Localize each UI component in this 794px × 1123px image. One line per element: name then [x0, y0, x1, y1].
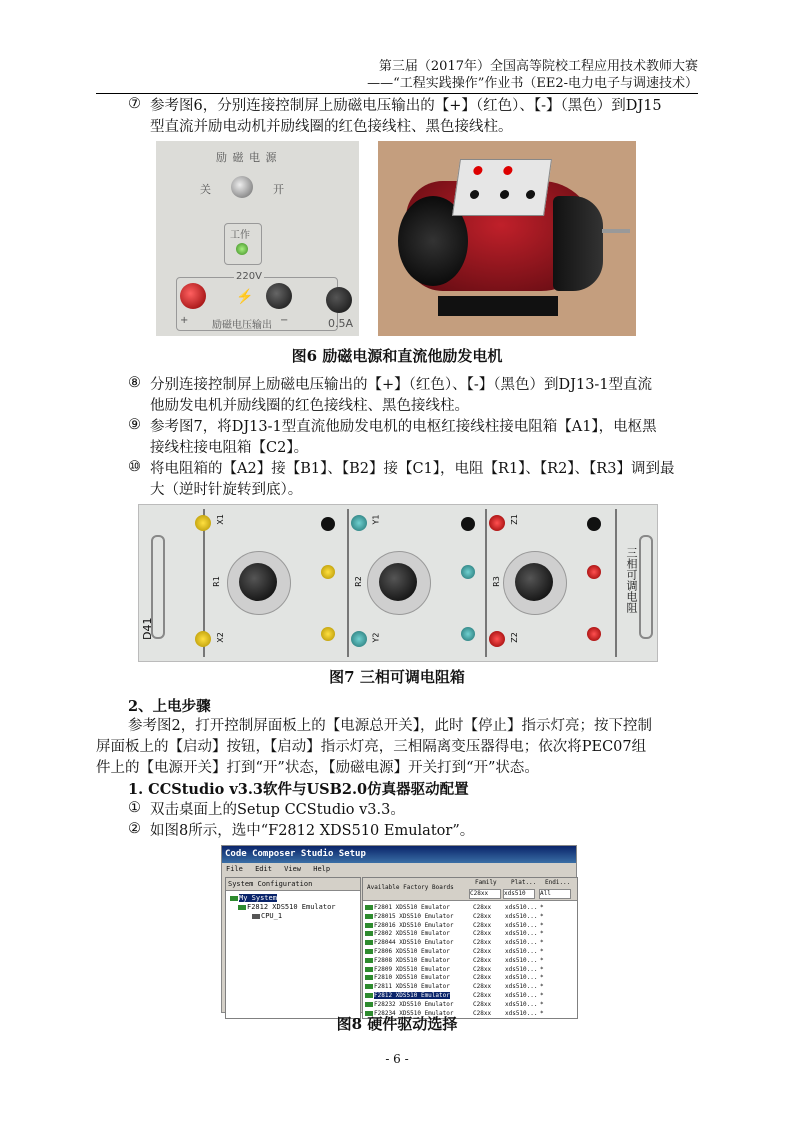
- knob-r2: [379, 563, 417, 601]
- col-endi: Endi...: [545, 879, 571, 886]
- board-plat: xds510...: [505, 1000, 538, 1008]
- board-name: F28044 XDS510 Emulator: [374, 939, 454, 947]
- board-name: F2801 XDS510 Emulator: [374, 904, 450, 911]
- knob-r3: [515, 563, 553, 601]
- knob-r1: [239, 563, 277, 601]
- resistor-box-image: [138, 504, 658, 662]
- terminal-box: [452, 159, 552, 216]
- boards-header-label: Available Factory Boards: [367, 884, 454, 891]
- label-y1: Y1: [371, 514, 381, 525]
- board-endi: *: [540, 948, 544, 955]
- board-family: C28xx: [473, 974, 492, 982]
- step-7-line-1: 参考图6，分别连接控制屏上励磁电压输出的【+】（红色）、【-】（黑色）到DJ15: [150, 98, 662, 114]
- terminal-y2: [351, 631, 367, 647]
- board-plat: xds510...: [505, 912, 538, 920]
- right-handle: [639, 535, 653, 639]
- fuse-holder: [326, 287, 352, 313]
- board-row[interactable]: [365, 1000, 544, 1009]
- section-2-title: 2、上电步骤: [128, 698, 211, 715]
- step-9-line-1: 参考图7，将DJ13-1型直流他励发电机的电枢红接线柱接电阻箱【A1】，电枢黑: [150, 419, 657, 435]
- board-plat: xds510...: [505, 1009, 538, 1017]
- label-z2: Z2: [509, 632, 519, 643]
- board-endi: *: [540, 921, 544, 929]
- work-label: 工作: [230, 230, 250, 241]
- label-r2: R2: [353, 576, 363, 587]
- board-row[interactable]: [365, 947, 544, 956]
- col-plat: Plat...: [511, 879, 537, 886]
- board-endi: *: [540, 965, 544, 973]
- board-icon: [365, 993, 373, 998]
- emulator-icon: [238, 905, 246, 910]
- minus-label: −: [280, 315, 289, 326]
- board-icon: [365, 949, 373, 954]
- filter-family[interactable]: C28xx: [469, 889, 501, 899]
- terminal-z2: [489, 631, 505, 647]
- label-x1: X1: [215, 514, 225, 525]
- board-family: C28xx: [473, 1009, 492, 1017]
- menu-edit[interactable]: Edit: [255, 865, 272, 873]
- panel-on-label: 开: [273, 183, 284, 196]
- tree-child[interactable]: F2812 XDS510 Emulator: [247, 903, 336, 911]
- ccs-section-title: 1. CCStudio v3.3软件与USB2.0仿真器驱动配置: [128, 781, 469, 798]
- figure-8-caption: 图8 硬件驱动选择: [336, 1015, 458, 1033]
- board-icon: [365, 905, 373, 910]
- board-family: C28xx: [473, 965, 492, 973]
- label-x2: X2: [215, 632, 225, 643]
- board-icon: [365, 1002, 373, 1007]
- col-family: Family: [475, 879, 497, 886]
- board-family: C28xx: [473, 921, 492, 929]
- generator-shaft: [602, 229, 630, 233]
- board-endi: *: [540, 992, 544, 999]
- step-8-line-2: 他励发电机并励线圈的红色接线柱、黑色接线柱。: [150, 398, 469, 414]
- board-endi: *: [540, 1000, 544, 1008]
- figure-6-caption: 图6 励磁电源和直流他励发电机: [291, 347, 503, 365]
- board-name: F2802 XDS510 Emulator: [374, 930, 450, 938]
- board-name: F28234 XDS510 Emulator: [374, 1009, 454, 1017]
- board-family: C28xx: [473, 904, 492, 911]
- board-icon: [365, 914, 373, 919]
- board-family: C28xx: [473, 956, 492, 964]
- system-configuration-header: System Configuration: [226, 878, 360, 891]
- board-plat: xds510...: [505, 930, 538, 938]
- header-line-1: 第三届（2017年）全国高等院校工程应用技术教师大赛: [378, 59, 698, 74]
- step-9-number: ⑨: [128, 417, 141, 433]
- board-endi: *: [540, 930, 544, 938]
- board-plat: xds510...: [505, 965, 538, 973]
- label-y2: Y2: [371, 632, 381, 643]
- board-row[interactable]: [365, 929, 544, 938]
- board-row[interactable]: [365, 991, 544, 1000]
- step-10-number: ⑩: [128, 459, 141, 475]
- board-name: F2810 XDS510 Emulator: [374, 974, 450, 982]
- board-icon: [365, 975, 373, 980]
- ccs-setup-window: [221, 845, 577, 1017]
- board-name: F28232 XDS510 Emulator: [374, 1000, 454, 1008]
- ccs-item-2: 如图8所示，选中“F2812 XDS510 Emulator”。: [150, 823, 475, 839]
- board-family: C28xx: [473, 948, 492, 955]
- tree-leaf[interactable]: CPU_1: [261, 912, 283, 920]
- board-icon: [365, 958, 373, 963]
- board-family: C28xx: [473, 939, 492, 947]
- board-plat: xds510...: [505, 974, 538, 982]
- panel-off-label: 关: [200, 183, 211, 196]
- board-endi: *: [540, 956, 544, 964]
- board-name: F2809 XDS510 Emulator: [374, 965, 450, 973]
- board-icon: [365, 931, 373, 936]
- lightning-icon: ⚡: [236, 289, 254, 305]
- step-8-line-1: 分别连接控制屏上励磁电压输出的【+】（红色）、【-】（黑色）到DJ13-1型直流: [150, 377, 653, 393]
- terminal-z1: [489, 515, 505, 531]
- red-terminal: [180, 283, 206, 309]
- board-plat: xds510...: [505, 956, 538, 964]
- work-lamp: [236, 243, 248, 255]
- label-r1: R1: [211, 576, 221, 587]
- board-row[interactable]: [365, 973, 544, 982]
- model-label: D41: [141, 617, 154, 640]
- board-endi: *: [540, 974, 544, 982]
- label-z1: Z1: [509, 514, 519, 525]
- board-plat: xds510...: [505, 948, 538, 955]
- terminal-x1: [195, 515, 211, 531]
- step-7-line-2: 型直流并励电动机并励线圈的红色接线柱、黑色接线柱。: [150, 119, 513, 135]
- board-icon: [365, 984, 373, 989]
- voltage-label: 220V: [236, 271, 262, 282]
- board-icon: [365, 967, 373, 972]
- board-plat: xds510...: [505, 921, 538, 929]
- step-10-line-2: 大（逆时针旋转到底）。: [150, 482, 303, 498]
- fuse-label: 0.5A: [328, 317, 354, 330]
- board-name: F2808 XDS510 Emulator: [374, 956, 450, 964]
- board-name: F28015 XDS510 Emulator: [374, 912, 454, 920]
- board-row[interactable]: [365, 912, 544, 921]
- side-label: 三相可调电阻: [625, 547, 638, 613]
- board-name: F2806 XDS510 Emulator: [374, 948, 450, 955]
- step-10-line-1: 将电阻箱的【A2】接【B1】、【B2】接【C1】，电阻【R1】、【R2】、【R3】调到最: [150, 461, 675, 477]
- generator-rear-cap: [553, 196, 603, 291]
- figure-7-caption: 图7 三相可调电阻箱: [329, 668, 465, 686]
- header-rule: [96, 93, 698, 94]
- section-2-line-2: 屏面板上的【启动】按钮，【启动】指示灯亮，三相隔离变压器得电；依次将PEC07组: [96, 739, 647, 755]
- filter-endi[interactable]: All: [539, 889, 571, 899]
- terminal-x2: [195, 631, 211, 647]
- window-title: Code Composer Studio Setup: [222, 846, 576, 863]
- menu-view[interactable]: View: [284, 865, 302, 873]
- menu-help[interactable]: Help: [313, 865, 331, 873]
- black-terminal: [266, 283, 292, 309]
- board-name: F28016 XDS510 Emulator: [374, 921, 454, 929]
- dc-generator-image: [378, 141, 636, 336]
- step-7-number: ⑦: [128, 96, 141, 112]
- board-family: C28xx: [473, 1000, 492, 1008]
- step-8-number: ⑧: [128, 375, 141, 391]
- plus-label: +: [180, 315, 189, 326]
- board-name: F2811 XDS510 Emulator: [374, 983, 450, 991]
- board-row[interactable]: [365, 965, 544, 974]
- system-icon: [230, 896, 238, 901]
- board-endi: *: [540, 912, 544, 920]
- terminal-y1: [351, 515, 367, 531]
- board-family: C28xx: [473, 992, 492, 999]
- ccs-item-1-number: ①: [128, 800, 141, 816]
- board-plat: xds510...: [505, 983, 538, 991]
- ccs-item-1: 双击桌面上的Setup CCStudio v3.3。: [150, 802, 405, 818]
- section-2-line-1: 参考图2，打开控制屏面板上的【电源总开关】，此时【停止】指示灯亮；按下控制: [128, 718, 652, 734]
- step-9-line-2: 接线柱接电阻箱【C2】。: [150, 440, 309, 456]
- filter-plat[interactable]: xds510: [503, 889, 535, 899]
- board-row[interactable]: [365, 956, 544, 965]
- system-configuration-pane: [225, 877, 361, 1019]
- board-row[interactable]: [365, 938, 544, 947]
- ccs-item-2-number: ②: [128, 821, 141, 837]
- board-family: C28xx: [473, 930, 492, 938]
- board-icon: [365, 940, 373, 945]
- cpu-icon: [252, 914, 260, 919]
- panel-title: 励 磁 电 源: [216, 151, 278, 164]
- page-number: - 6 -: [385, 1052, 409, 1066]
- board-plat: xds510...: [505, 904, 538, 911]
- board-name: F2812 XDS510 Emulator: [374, 992, 450, 999]
- generator-base: [438, 296, 558, 316]
- label-r3: R3: [491, 576, 501, 587]
- menu-file[interactable]: File: [226, 865, 243, 873]
- board-row[interactable]: [365, 982, 544, 991]
- toggle-switch: [231, 176, 253, 198]
- board-icon: [365, 923, 373, 928]
- board-endi: *: [540, 939, 544, 947]
- available-boards-pane: [362, 877, 578, 1019]
- board-endi: *: [540, 904, 544, 911]
- menu-bar: [222, 863, 576, 875]
- tree-root[interactable]: My System: [239, 894, 277, 902]
- header-line-2: ——“工程实践操作”作业书（EE2-电力电子与调速技术）: [367, 76, 698, 91]
- board-row[interactable]: [365, 903, 544, 912]
- board-family: C28xx: [473, 983, 492, 991]
- boards-header: [363, 878, 577, 901]
- board-row[interactable]: [365, 921, 544, 930]
- board-family: C28xx: [473, 912, 492, 920]
- board-endi: *: [540, 1009, 544, 1017]
- board-endi: *: [540, 983, 544, 991]
- board-plat: xds510...: [505, 939, 538, 947]
- output-label: 励磁电压输出: [212, 320, 272, 331]
- section-2-line-3: 件上的【电源开关】打到“开”状态，【励磁电源】开关打到“开”状态。: [96, 760, 539, 776]
- excitation-power-panel-image: [156, 141, 359, 336]
- board-plat: xds510...: [505, 992, 538, 999]
